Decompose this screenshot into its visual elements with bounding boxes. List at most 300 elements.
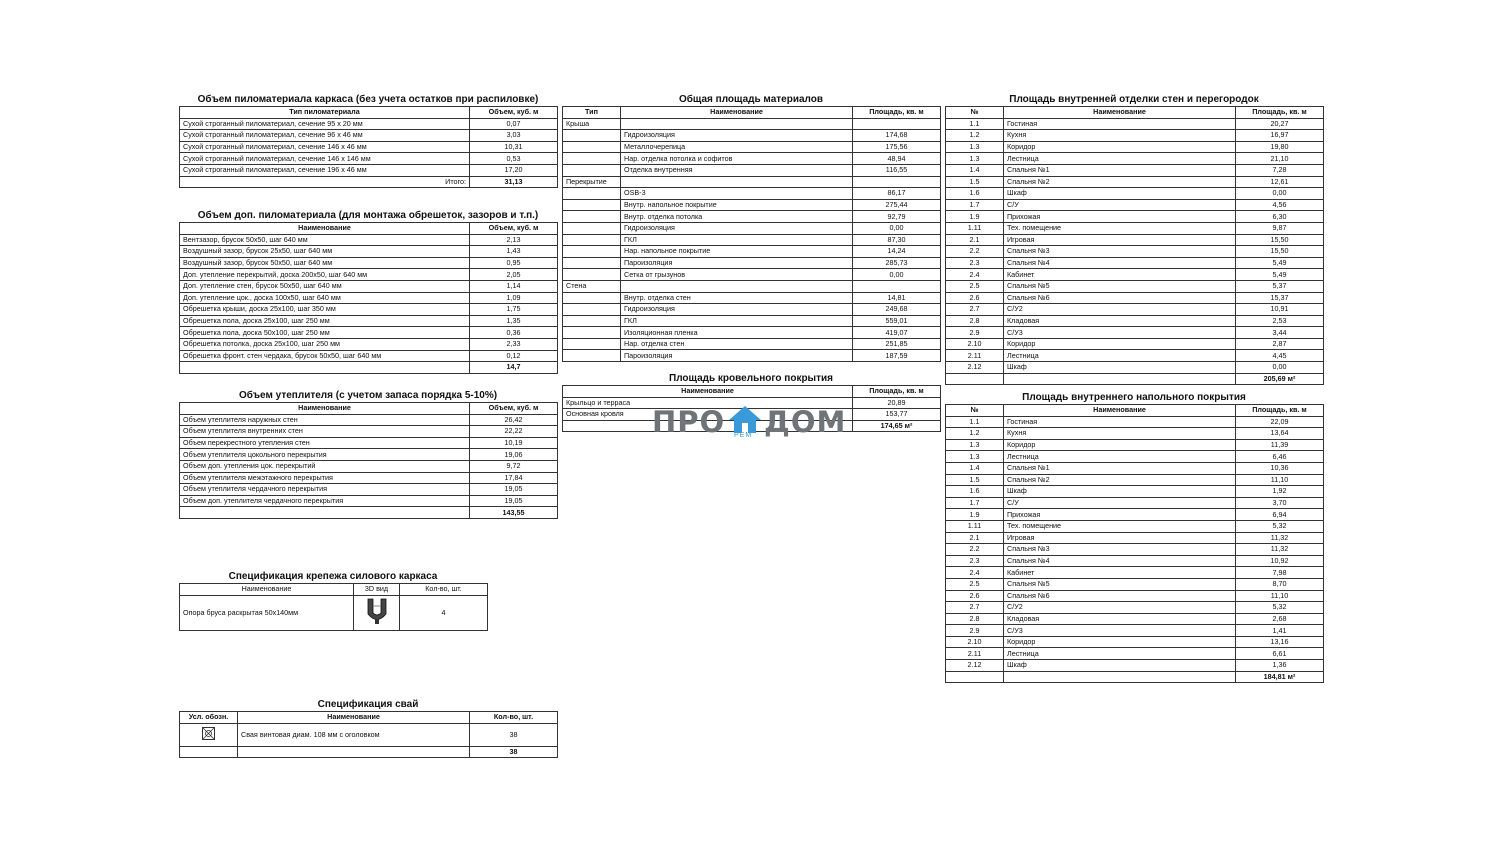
wall-finish-section	[945, 93, 1323, 385]
room-number: 1.1	[946, 416, 1004, 428]
materials-area-body	[563, 118, 941, 361]
room-name: Спальня №1	[1004, 164, 1236, 176]
lumber-extra-body	[180, 234, 558, 373]
empty-cell	[180, 507, 470, 519]
table-row	[180, 141, 558, 153]
item-name: Доп. утепление цок., доска 100х50, шаг 640 мм	[180, 292, 470, 304]
empty-cell	[946, 373, 1004, 385]
room-area: 8,70	[1236, 578, 1324, 590]
room-area: 5,49	[1236, 269, 1324, 281]
item-name: Крыльцо и терраса	[563, 397, 853, 409]
table-row	[946, 462, 1324, 474]
room-area: 11,32	[1236, 544, 1324, 556]
table-row	[180, 414, 558, 426]
item-value: 17,84	[470, 472, 558, 484]
room-name: Прихожая	[1004, 211, 1236, 223]
room-area: 4,56	[1236, 199, 1324, 211]
col-header: Кол-во, шт.	[470, 712, 558, 724]
item-value: 19,05	[470, 484, 558, 496]
piles-section	[179, 698, 557, 758]
table-row	[946, 544, 1324, 556]
room-area: 1,92	[1236, 486, 1324, 498]
room-area: 2,87	[1236, 338, 1324, 350]
empty-cell	[180, 746, 238, 758]
table-row	[946, 350, 1324, 362]
pile-symbol-icon	[202, 727, 215, 740]
col-header: 3D вид	[354, 584, 400, 596]
table-row	[563, 304, 941, 316]
table-row	[946, 222, 1324, 234]
room-name: Спальня №5	[1004, 280, 1236, 292]
table-row	[946, 613, 1324, 625]
material-name: Гидроизоляция	[621, 222, 853, 234]
table-row	[563, 130, 941, 142]
room-name: Кухня	[1004, 428, 1236, 440]
table-row	[946, 118, 1324, 130]
empty-cell	[563, 222, 621, 234]
empty-cell	[563, 130, 621, 142]
col-header: Наименование	[180, 223, 470, 235]
item-name: Объем утеплителя межэтажного перекрытия	[180, 472, 470, 484]
table-row	[946, 199, 1324, 211]
room-number: 2.4	[946, 269, 1004, 281]
room-number: 2.7	[946, 304, 1004, 316]
table-row	[946, 439, 1324, 451]
item-value: 10,31	[470, 141, 558, 153]
room-number: 2.10	[946, 338, 1004, 350]
total-row	[180, 746, 558, 758]
material-area: 174,68	[853, 130, 941, 142]
item-value: 2,13	[470, 234, 558, 246]
item-name: Сухой строганный пиломатериал, сечение 146 х 146 мм	[180, 153, 470, 165]
table-row	[946, 234, 1324, 246]
material-name: Нар. отделка стен	[621, 338, 853, 350]
room-area: 11,10	[1236, 590, 1324, 602]
total-label: Итого:	[180, 176, 470, 188]
insulation-section	[179, 389, 557, 519]
item-value: 0,07	[470, 118, 558, 130]
table-row	[563, 269, 941, 281]
total-row	[180, 362, 558, 374]
table-row	[946, 578, 1324, 590]
table-row	[563, 246, 941, 258]
empty-cell	[238, 746, 470, 758]
wall-finish-title: Площадь внутренней отделки стен и перегородок	[1009, 94, 1259, 105]
room-area: 15,50	[1236, 246, 1324, 258]
item-value: 17,20	[470, 164, 558, 176]
col-header: Площадь, кв. м	[1236, 107, 1324, 119]
room-area: 9,87	[1236, 222, 1324, 234]
table-row	[946, 636, 1324, 648]
item-value: 2,33	[470, 338, 558, 350]
total-row	[180, 507, 558, 519]
item-value: 0,95	[470, 257, 558, 269]
table-row	[180, 350, 558, 362]
room-name: Спальня №4	[1004, 257, 1236, 269]
room-name: Тех. помещение	[1004, 520, 1236, 532]
table-row	[946, 428, 1324, 440]
room-number: 2.8	[946, 613, 1004, 625]
room-area: 11,39	[1236, 439, 1324, 451]
item-name: Сухой строганный пиломатериал, сечение 196 х 46 мм	[180, 164, 470, 176]
room-number: 1.2	[946, 130, 1004, 142]
lumber-frame-title: Объем пиломатериала каркаса (без учета остатков при распиловке)	[197, 94, 539, 105]
item-value: 10,19	[470, 437, 558, 449]
material-area: 48,94	[853, 153, 941, 165]
table-row	[563, 257, 941, 269]
table-row	[180, 280, 558, 292]
room-name: Лестница	[1004, 153, 1236, 165]
table-row	[563, 327, 941, 339]
item-value: 22,22	[470, 426, 558, 438]
room-name: Шкаф	[1004, 486, 1236, 498]
table-row	[946, 327, 1324, 339]
item-name: Сухой строганный пиломатериал, сечение 95 х 20 мм	[180, 118, 470, 130]
col-header: Площадь, кв. м	[853, 386, 941, 398]
group-row	[563, 280, 941, 292]
insulation-table	[179, 402, 558, 519]
empty-cell	[563, 211, 621, 223]
material-area: 187,59	[853, 350, 941, 362]
room-number: 2.3	[946, 257, 1004, 269]
room-area: 10,92	[1236, 555, 1324, 567]
piles-title: Спецификация свай	[317, 699, 419, 710]
item-value: 1,14	[470, 280, 558, 292]
room-area: 7,98	[1236, 567, 1324, 579]
floor-cover-body	[946, 416, 1324, 683]
floor-cover-title: Площадь внутреннего напольного покрытия	[1022, 392, 1246, 403]
bracket-3d-icon	[364, 597, 390, 625]
material-area: 0,00	[853, 222, 941, 234]
table-row	[946, 509, 1324, 521]
fasteners-section	[179, 570, 487, 631]
room-number: 2.2	[946, 246, 1004, 258]
room-number: 2.4	[946, 567, 1004, 579]
item-value: 2,05	[470, 269, 558, 281]
room-number: 2.6	[946, 590, 1004, 602]
empty-cell	[1004, 373, 1236, 385]
room-area: 5,37	[1236, 280, 1324, 292]
total-value: 31,13	[470, 176, 558, 188]
table-row	[946, 660, 1324, 672]
room-name: С/У2	[1004, 602, 1236, 614]
insulation-body	[180, 414, 558, 518]
item-value: 26,42	[470, 414, 558, 426]
material-name: Сетка от грызунов	[621, 269, 853, 281]
table-row	[946, 520, 1324, 532]
room-number: 2.9	[946, 625, 1004, 637]
room-name: Кабинет	[1004, 567, 1236, 579]
room-number: 1.6	[946, 486, 1004, 498]
item-name: Основная кровля	[563, 409, 853, 421]
room-name: Коридор	[1004, 439, 1236, 451]
room-area: 13,16	[1236, 636, 1324, 648]
materials-area-section	[562, 93, 940, 362]
fasteners-title: Спецификация крепежа силового каркаса	[228, 571, 438, 582]
room-number: 1.5	[946, 474, 1004, 486]
material-area: 559,01	[853, 315, 941, 327]
room-area: 3,44	[1236, 327, 1324, 339]
col-header: Объем, куб. м	[470, 403, 558, 415]
room-name: Спальня №1	[1004, 462, 1236, 474]
col-header: Усл. обозн.	[180, 712, 238, 724]
material-name: Изоляционная пленка	[621, 327, 853, 339]
room-name: Шкаф	[1004, 660, 1236, 672]
fastener-count: 4	[400, 595, 488, 630]
room-number: 2.5	[946, 578, 1004, 590]
material-name: Нар. отделка потолка и софитов	[621, 153, 853, 165]
table-row	[180, 327, 558, 339]
table-row	[946, 625, 1324, 637]
material-name: Пароизоляция	[621, 350, 853, 362]
total-value: 14,7	[470, 362, 558, 374]
material-area: 285,73	[853, 257, 941, 269]
total-value: 143,55	[470, 507, 558, 519]
empty-cell	[563, 234, 621, 246]
table-row	[180, 495, 558, 507]
col-header: Наименование	[1004, 107, 1236, 119]
item-value: 153,77	[853, 409, 941, 421]
table-row	[180, 437, 558, 449]
table-row	[946, 497, 1324, 509]
item-name: Обрешетка пола, доска 25х100, шаг 250 мм	[180, 315, 470, 327]
room-number: 2.12	[946, 362, 1004, 374]
table-row	[180, 449, 558, 461]
col-header: Объем, куб. м	[470, 223, 558, 235]
group-type: Перекрытие	[563, 176, 621, 188]
item-name: Воздушный зазор, брусок 25х50, шаг 640 мм	[180, 246, 470, 258]
pile-symbol-cell	[180, 723, 238, 746]
total-value: 184,81 м²	[1236, 671, 1324, 683]
item-value: 3,03	[470, 130, 558, 142]
col-header: Площадь, кв. м	[853, 107, 941, 119]
group-type: Стена	[563, 280, 621, 292]
empty-cell	[180, 362, 470, 374]
empty-cell	[1004, 671, 1236, 683]
table-row	[180, 130, 558, 142]
table-row	[946, 338, 1324, 350]
table-row	[180, 595, 488, 630]
room-area: 6,30	[1236, 211, 1324, 223]
table-row	[946, 555, 1324, 567]
room-name: Кабинет	[1004, 269, 1236, 281]
room-area: 15,50	[1236, 234, 1324, 246]
table-row	[946, 451, 1324, 463]
col-header: Наименование	[563, 386, 853, 398]
item-name: Обрешетка фронт. стен чердака, брусок 50х50, шаг 640 мм	[180, 350, 470, 362]
table-row	[180, 723, 558, 746]
table-row	[180, 164, 558, 176]
item-name: Обрешетка пола, доска 50х100, шаг 250 мм	[180, 327, 470, 339]
room-number: 1.3	[946, 451, 1004, 463]
pile-name: Свая винтовая диам. 108 мм с оголовком	[238, 723, 470, 746]
room-number: 2.5	[946, 280, 1004, 292]
col-header: Тип пиломатериала	[180, 107, 470, 119]
room-name: С/У	[1004, 199, 1236, 211]
logo-text-left: ПРО	[652, 405, 726, 439]
room-name: Кладовая	[1004, 613, 1236, 625]
room-name: Спальня №6	[1004, 292, 1236, 304]
empty-cell	[563, 164, 621, 176]
room-name: Спальня №6	[1004, 590, 1236, 602]
room-name: С/У3	[1004, 625, 1236, 637]
table-row	[180, 472, 558, 484]
total-row	[180, 176, 558, 188]
item-name: Объем доп. утепления цок. перекрытий	[180, 460, 470, 472]
table-row	[946, 590, 1324, 602]
insulation-title: Объем утеплителя (с учетом запаса порядка 5-10%)	[238, 390, 498, 401]
empty-cell	[563, 153, 621, 165]
room-name: Коридор	[1004, 141, 1236, 153]
item-value: 19,06	[470, 449, 558, 461]
material-name: ГКЛ	[621, 315, 853, 327]
material-area: 275,44	[853, 199, 941, 211]
room-area: 10,36	[1236, 462, 1324, 474]
total-row	[946, 373, 1324, 385]
table-row	[180, 118, 558, 130]
room-name: Лестница	[1004, 648, 1236, 660]
room-area: 5,32	[1236, 520, 1324, 532]
item-value: 19,05	[470, 495, 558, 507]
room-number: 1.3	[946, 141, 1004, 153]
prodom-logo	[652, 405, 850, 441]
room-name: Лестница	[1004, 451, 1236, 463]
material-area: 419,07	[853, 327, 941, 339]
item-value: 0,36	[470, 327, 558, 339]
materials-area-table	[562, 106, 941, 362]
room-area: 5,32	[1236, 602, 1324, 614]
room-name: Игровая	[1004, 234, 1236, 246]
material-area: 14,24	[853, 246, 941, 258]
room-area: 2,68	[1236, 613, 1324, 625]
room-number: 1.7	[946, 199, 1004, 211]
col-header: Тип	[563, 107, 621, 119]
material-area: 249,68	[853, 304, 941, 316]
room-area: 19,80	[1236, 141, 1324, 153]
empty-cell	[563, 350, 621, 362]
lumber-frame-body	[180, 118, 558, 188]
col-header: Наименование	[180, 403, 470, 415]
table-row	[946, 211, 1324, 223]
table-row	[180, 153, 558, 165]
table-row	[180, 338, 558, 350]
table-row	[180, 234, 558, 246]
item-value: 0,12	[470, 350, 558, 362]
table-row	[946, 486, 1324, 498]
empty-cell	[563, 199, 621, 211]
room-number: 2.1	[946, 532, 1004, 544]
table-row	[946, 153, 1324, 165]
room-number: 1.9	[946, 211, 1004, 223]
total-row	[946, 671, 1324, 683]
table-row	[946, 188, 1324, 200]
table-row	[180, 292, 558, 304]
room-number: 1.9	[946, 509, 1004, 521]
room-area: 7,28	[1236, 164, 1324, 176]
room-name: Спальня №2	[1004, 474, 1236, 486]
material-name: Пароизоляция	[621, 257, 853, 269]
item-name: Объем доп. утеплителя чердачного перекрытия	[180, 495, 470, 507]
room-area: 0,00	[1236, 188, 1324, 200]
empty-cell	[563, 141, 621, 153]
room-number: 2.7	[946, 602, 1004, 614]
table-row	[946, 246, 1324, 258]
col-header: Объем, куб. м	[470, 107, 558, 119]
table-row	[563, 211, 941, 223]
table-row	[946, 280, 1324, 292]
fastener-3d-view	[354, 595, 400, 630]
room-area: 11,10	[1236, 474, 1324, 486]
room-area: 4,45	[1236, 350, 1324, 362]
item-name: Воздушный зазор, брусок 50х50, шаг 640 мм	[180, 257, 470, 269]
item-name: Сухой строганный пиломатериал, сечение 96 х 46 мм	[180, 130, 470, 142]
empty-cell	[853, 118, 941, 130]
material-area: 87,30	[853, 234, 941, 246]
table-row	[946, 474, 1324, 486]
table-row	[180, 426, 558, 438]
item-name: Объем утеплителя наружных стен	[180, 414, 470, 426]
col-header: Наименование	[238, 712, 470, 724]
item-name: Доп. утепление стен, брусок 50х50, шаг 640 мм	[180, 280, 470, 292]
room-name: Тех. помещение	[1004, 222, 1236, 234]
room-area: 6,61	[1236, 648, 1324, 660]
room-area: 13,64	[1236, 428, 1324, 440]
room-number: 1.11	[946, 520, 1004, 532]
wall-finish-table	[945, 106, 1324, 385]
empty-cell	[853, 280, 941, 292]
table-row	[563, 350, 941, 362]
material-area: 175,56	[853, 141, 941, 153]
item-name: Сухой строганный пиломатериал, сечение 146 х 46 мм	[180, 141, 470, 153]
table-row	[563, 153, 941, 165]
material-area: 92,79	[853, 211, 941, 223]
table-row	[946, 602, 1324, 614]
room-number: 2.12	[946, 660, 1004, 672]
room-name: Прихожая	[1004, 509, 1236, 521]
room-number: 2.8	[946, 315, 1004, 327]
table-row	[563, 315, 941, 327]
room-number: 2.3	[946, 555, 1004, 567]
room-name: С/У2	[1004, 304, 1236, 316]
room-name: Коридор	[1004, 636, 1236, 648]
material-name: Гидроизоляция	[621, 304, 853, 316]
col-header: Кол-во, шт.	[400, 584, 488, 596]
item-value: 1,43	[470, 246, 558, 258]
table-row	[946, 292, 1324, 304]
table-row	[946, 176, 1324, 188]
empty-cell	[853, 176, 941, 188]
room-number: 1.2	[946, 428, 1004, 440]
room-number: 1.7	[946, 497, 1004, 509]
room-name: Спальня №3	[1004, 246, 1236, 258]
table-row	[563, 234, 941, 246]
table-row	[946, 141, 1324, 153]
item-value: 1,75	[470, 304, 558, 316]
room-number: 2.9	[946, 327, 1004, 339]
roofing-title: Площадь кровельного покрытия	[669, 373, 833, 384]
col-header: Наименование	[1004, 405, 1236, 417]
materials-area-title: Общая площадь материалов	[678, 94, 824, 105]
room-name: Игровая	[1004, 532, 1236, 544]
room-area: 6,94	[1236, 509, 1324, 521]
room-number: 2.10	[946, 636, 1004, 648]
room-area: 20,27	[1236, 118, 1324, 130]
col-header: Площадь, кв. м	[1236, 405, 1324, 417]
empty-cell	[563, 292, 621, 304]
room-number: 1.5	[946, 176, 1004, 188]
table-row	[563, 338, 941, 350]
table-row	[180, 257, 558, 269]
